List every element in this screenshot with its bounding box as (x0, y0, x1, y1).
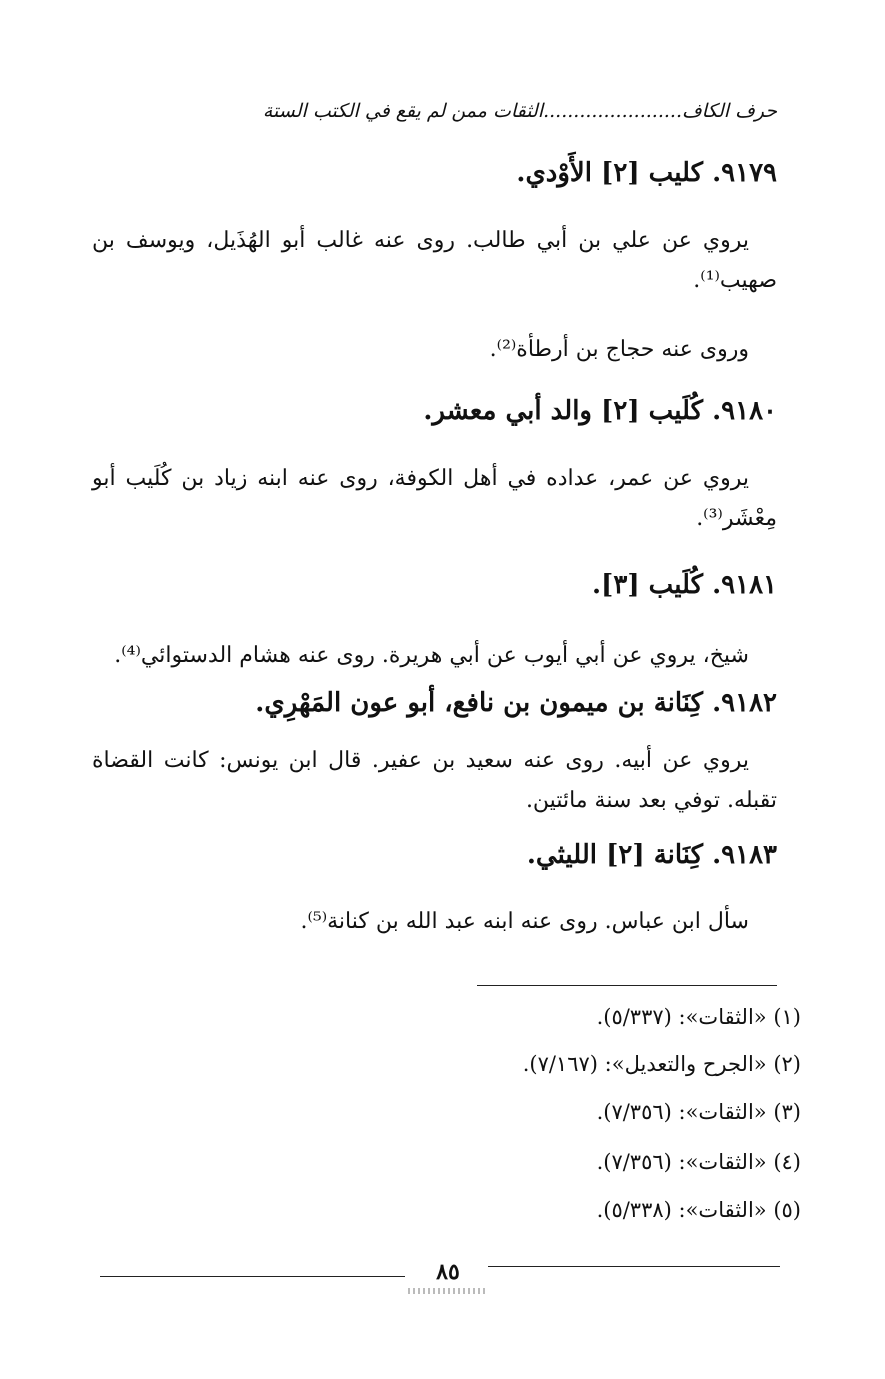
entry-paragraph-9181-1: شيخ، يروي عن أبي أيوب عن أبي هريرة. روى عنه هشام الدستوائي⁽⁴⁾. (114, 643, 749, 668)
entry-paragraph-9183-1: سأل ابن عباس. روى عنه ابنه عبد الله بن كنانة⁽⁵⁾. (300, 909, 749, 934)
entry-title-9183: ٩١٨٣. كِنَانة [٢] الليثي. (526, 840, 777, 870)
running-header: حرف الكاف.......................الثقات ممن لم يقع في الكتب الستة (262, 100, 777, 122)
footer-rule-left (100, 1276, 405, 1277)
footnote-5: (٥) «الثقات»: (٥/٣٣٨). (596, 1198, 801, 1222)
entry-title-9179: ٩١٧٩. كليب [٢] الأَوْدي. (516, 158, 777, 188)
entry-title-9181: ٩١٨١. كُلَيب [٣]. (591, 570, 777, 600)
footnote-separator (477, 985, 777, 986)
page-number: ٨٥ (408, 1254, 488, 1296)
entry-title-9180: ٩١٨٠. كُلَيب [٢] والد أبي معشر. (423, 396, 777, 426)
footer-rule-right (480, 1266, 780, 1267)
footnote-2: (٢) «الجرح والتعديل»: (٧/١٦٧). (522, 1052, 801, 1076)
entry-paragraph-9182-1: يروي عن أبيه. روى عنه سعيد بن عفير. قال ابن يونس: كانت القضاة تقبله. توفي بعد سنة مائتين. (92, 748, 777, 813)
entry-paragraph-9180-1: يروي عن عمر، عداده في أهل الكوفة، روى عنه ابنه زياد بن كُلَيب أبو مِعْشَر⁽³⁾. (92, 466, 777, 531)
entry-paragraph-9179-1: يروي عن علي بن أبي طالب. روى عنه غالب أبو الهُذَيل، ويوسف بن صهيب⁽¹⁾. (92, 228, 777, 293)
footnote-4: (٤) «الثقات»: (٧/٣٥٦). (596, 1150, 801, 1174)
entry-paragraph-9179-2: وروى عنه حجاج بن أرطأة⁽²⁾. (489, 337, 749, 362)
footnote-3: (٣) «الثقات»: (٧/٣٥٦). (596, 1100, 801, 1124)
entry-title-9182: ٩١٨٢. كِنَانة بن ميمون بن نافع، أبو عون المَهْرِي. (255, 688, 777, 718)
footnote-1: (١) «الثقات»: (٥/٣٣٧). (596, 1005, 801, 1029)
